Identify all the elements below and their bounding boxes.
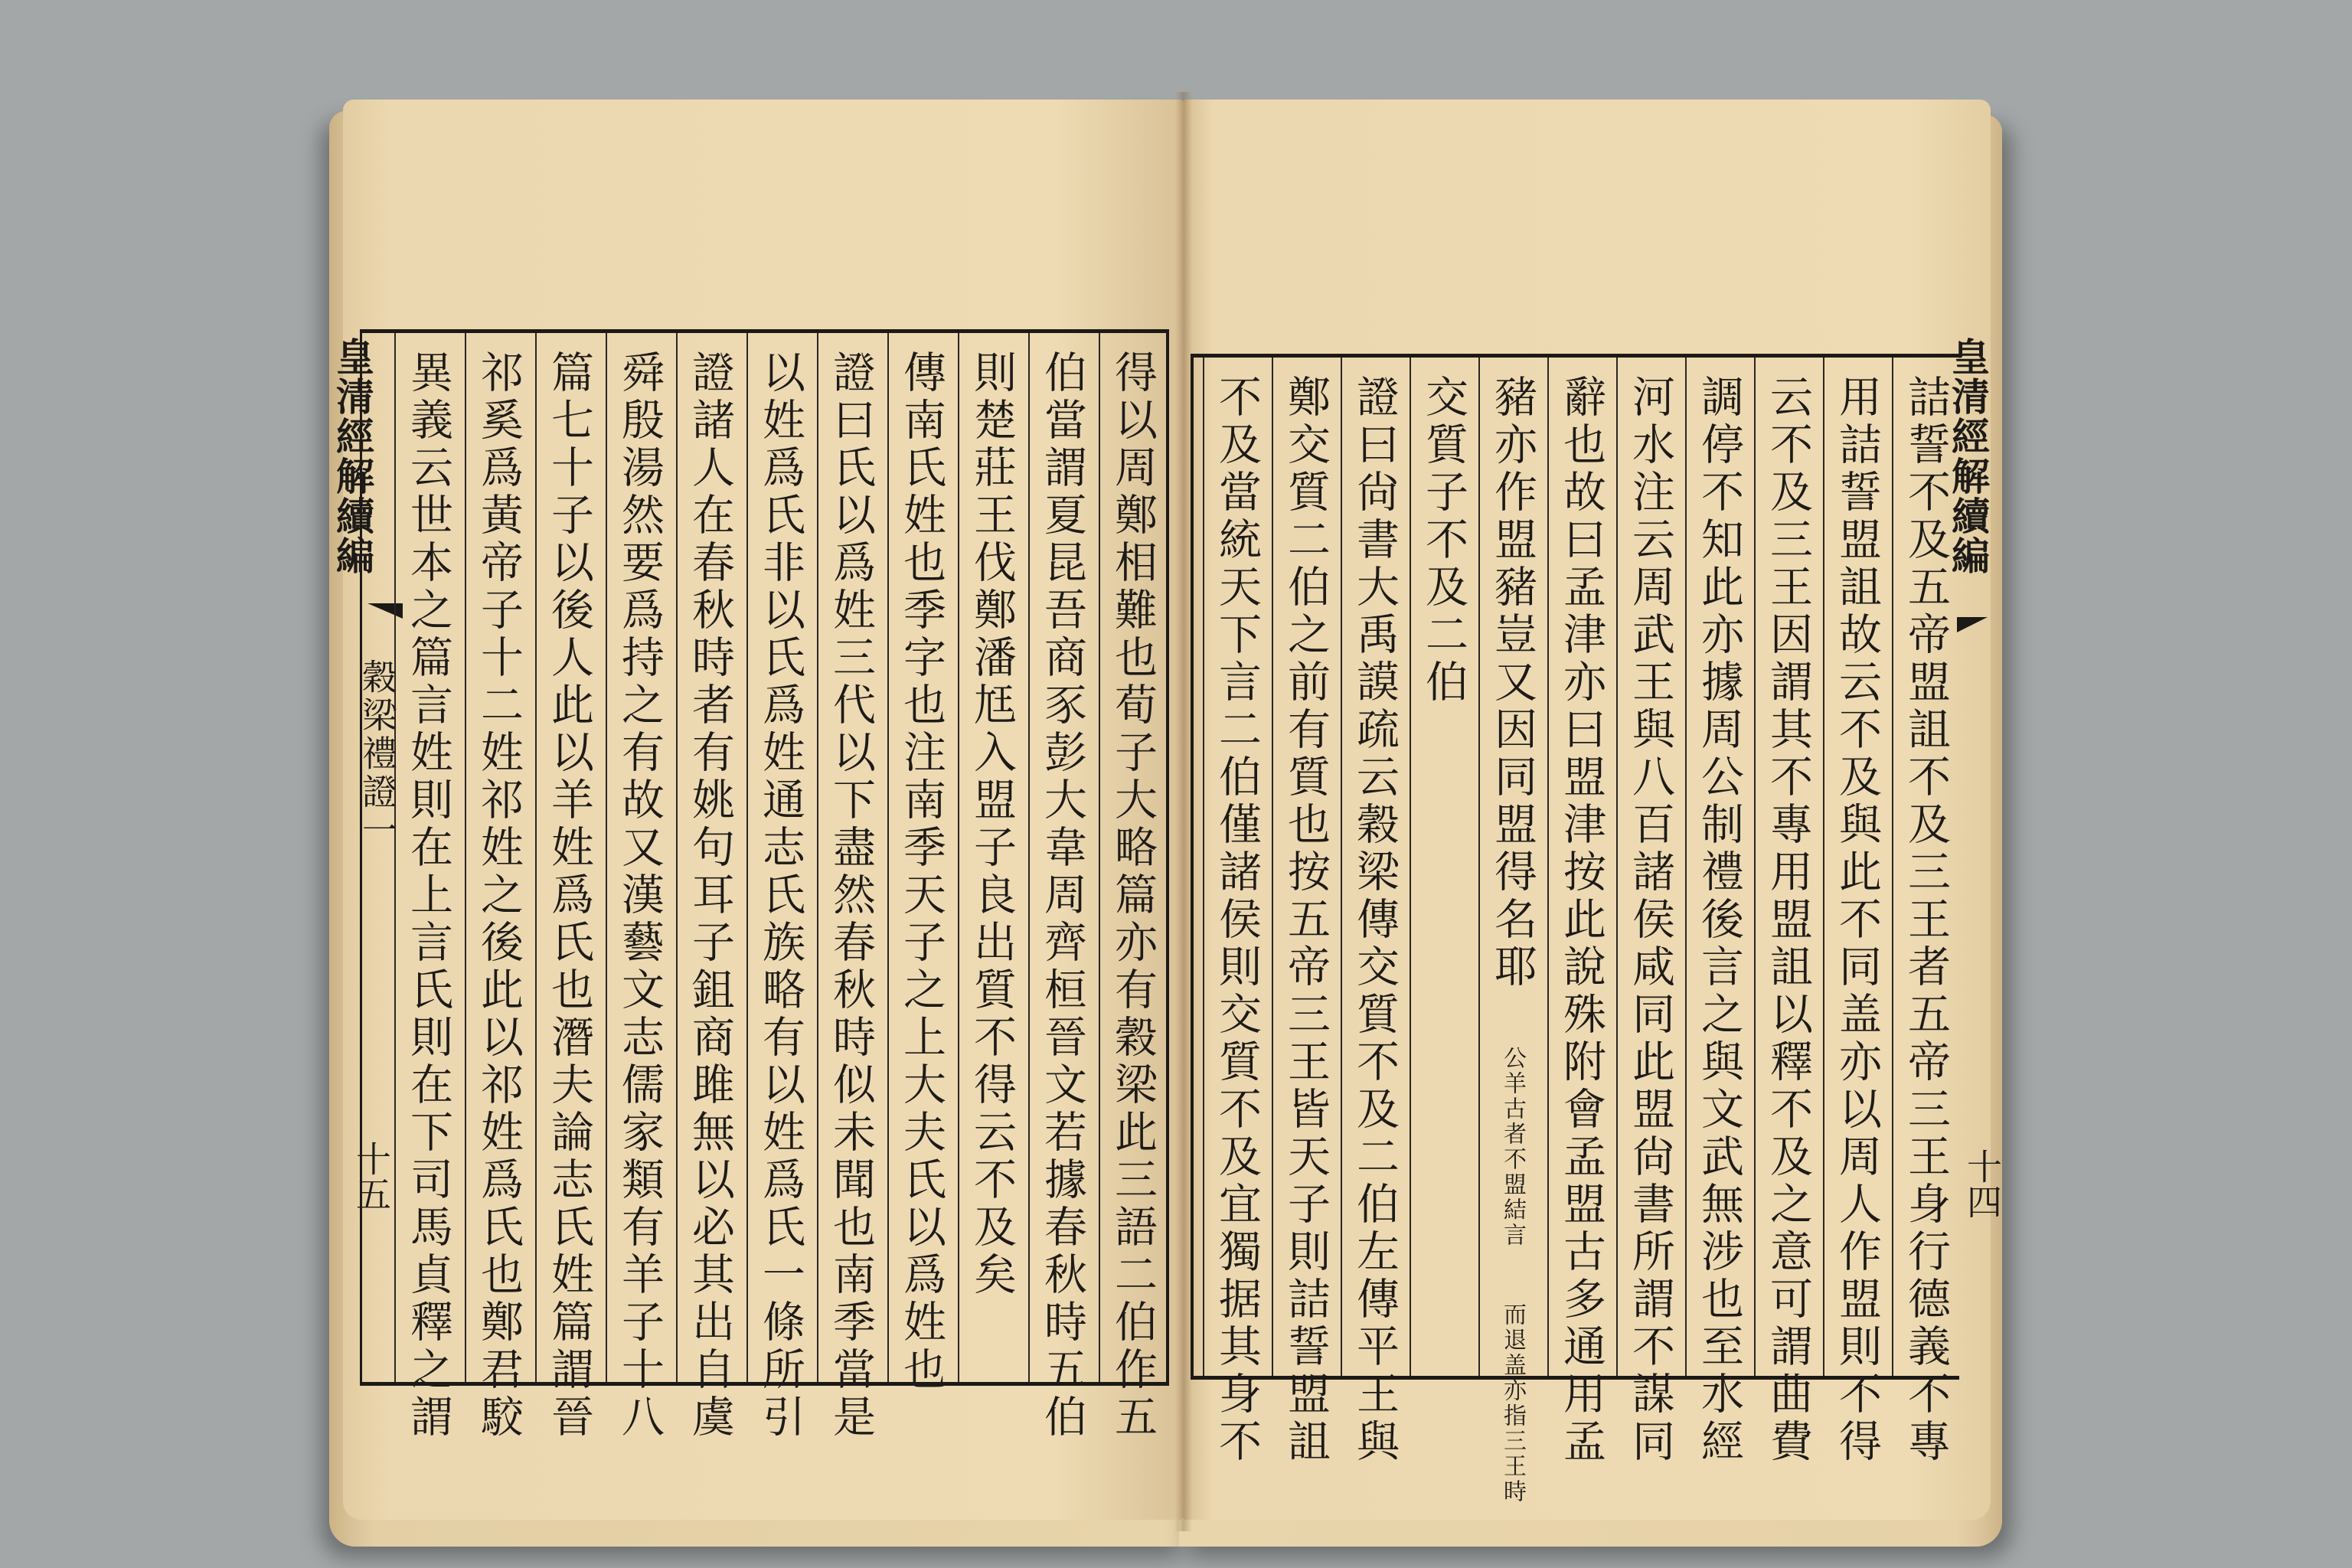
- right-column-1: 詰誓不及五帝盟詛不及三王者五帝三王身行德義不專: [1892, 358, 1959, 1376]
- right-text-frame: [1191, 354, 1959, 1504]
- left-column-5: 證曰氏以爲姓三代以下盡然春秋時似未聞也南季當是: [817, 333, 884, 1382]
- left-leaf-number: 十五: [351, 1141, 392, 1211]
- left-column-3: 則楚莊王伐鄭潘尪入盟子良出質不得云不及矣: [958, 333, 1025, 1382]
- book-gutter: [1175, 92, 1192, 1531]
- left-column-4: 傳南氏姓也季字也注南季天子之上大夫氏以爲姓也: [887, 333, 955, 1382]
- right-column-7: [1478, 358, 1546, 1504]
- left-column-1: 得以周鄭相難也荀子大略篇亦有穀梁此三語二伯作五: [1099, 333, 1166, 1382]
- left-text-frame: [357, 329, 1169, 1442]
- right-column-9: 證曰尙書大禹謨疏云穀梁傳交質不及二伯左傳平王與: [1341, 358, 1408, 1376]
- left-column-2: 伯當謂夏昆吾商豕彭大韋周齊桓晉文若據春秋時五伯: [1028, 333, 1096, 1382]
- right-column-7-text: 豬亦作盟豬豈又因同盟得名耶: [1488, 374, 1537, 991]
- left-column-8: 舜殷湯然要爲持之有故又漢藝文志儒家類有羊子十八: [606, 333, 673, 1382]
- right-column-11: 不及當統天下言二伯僅諸侯則交質不及宜獨据其身不: [1203, 358, 1270, 1376]
- right-column-7-note-b: 而退盖亦指三王時: [1499, 1302, 1526, 1504]
- left-column-10: 祁奚爲黃帝子十二姓祁姓之後此以祁姓爲氏也鄭君駮: [465, 333, 532, 1382]
- right-column-3: 云不及三王因謂其不專用盟詛以釋不及之意可謂曲費: [1754, 358, 1821, 1376]
- left-column-11: 異義云世本之篇言姓則在上言氏則在下司馬貞釋之謂: [394, 333, 462, 1382]
- right-column-10: 鄭交質二伯之前有質也按五帝三王皆天子則詰誓盟詛: [1272, 358, 1339, 1376]
- left-column-9: 篇七十子以後人此以羊姓爲氏也潛夫論志氏姓篇謂晉: [535, 333, 603, 1382]
- left-column-6: 以姓爲氏非以氏爲姓通志氏族略有以姓爲氏一條所引: [746, 333, 814, 1382]
- left-banxin-section: 穀梁禮證一: [357, 658, 398, 850]
- right-column-2: 用詰誓盟詛故云不及與此不同盖亦以周人作盟則不得: [1823, 358, 1890, 1376]
- right-column-6: 辭也故曰孟津亦曰盟津按此說殊附會孟盟古多通用孟: [1547, 358, 1615, 1376]
- right-column-5: 河水注云周武王與八百諸侯咸同此盟尙書所謂不謀同: [1616, 358, 1684, 1376]
- right-column-8: 交質子不及二伯: [1410, 358, 1477, 1376]
- right-banxin-title: 皇清經解續編: [1945, 337, 1991, 576]
- right-column-7-note-a: 公羊古者不盟結言: [1499, 1046, 1526, 1248]
- right-fish-tail-mark: [1957, 617, 1988, 632]
- right-leaf-number: 十四: [1962, 1148, 2003, 1219]
- right-column-4: 調停不知此亦據周公制禮後言之與文武無涉也至水經: [1685, 358, 1753, 1376]
- left-column-7: 證諸人在春秋時者有姚句耳子鉏商雎無以必其出自虞: [676, 333, 743, 1382]
- left-banxin-title: 皇清經解續編: [330, 337, 375, 576]
